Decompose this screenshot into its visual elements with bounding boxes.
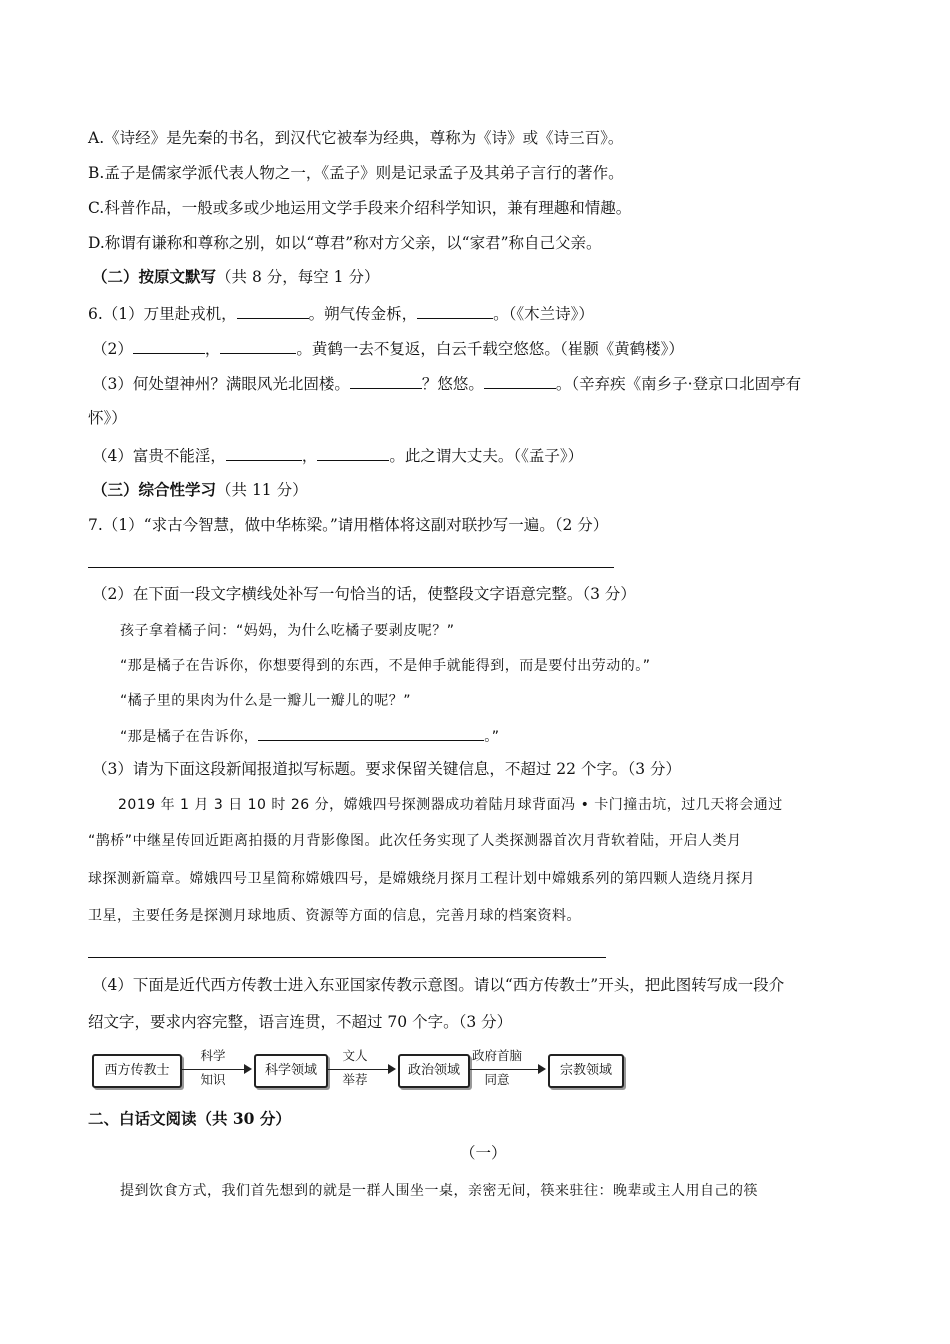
answer-blank[interactable] (258, 724, 484, 741)
answer-line-7-1[interactable] (88, 567, 614, 568)
answer-blank[interactable] (220, 337, 296, 354)
arrow (328, 1069, 388, 1070)
question-7-4: （4）下面是近代西方传教士进入东亚国家传教示意图。请以“西方传教士”开头，把此图转写成一段介 (92, 976, 785, 994)
question-7-4-cont: 绍文字，要求内容完整，语言连贯，不超过 70 个字。（3 分） (88, 1013, 513, 1031)
arrow-label-bottom: 举荐 (342, 1072, 368, 1087)
news-line-2: “鹊桥”中继星传回近距离拍摄的月背影像图。此次任务实现了人类探测器首次月背软着陆，开启人类月 (88, 833, 742, 849)
question-7-3: （3）请为下面这段新闻报道拟写标题。要求保留关键信息，不超过 22 个字。（3 分） (92, 760, 681, 778)
question-7-2: （2）在下面一段文字横线处补写一句恰当的话，使整段文字语意完整。（3 分） (92, 585, 636, 603)
option-b: B.孟子是儒家学派代表人物之一，《孟子》则是记录孟子及其弟子言行的著作。 (88, 164, 624, 182)
answer-blank[interactable] (317, 444, 389, 461)
section-heading-comprehensive: （三）综合性学习（共 11 分） (92, 480, 308, 499)
answer-blank[interactable] (484, 372, 556, 389)
part2-subheading: （一） (460, 1144, 507, 1162)
question-6-3-cont: 怀》） (88, 409, 127, 427)
question-6-3: （3）何处望神州？满眼风光北固楼。 ？悠悠。 。（辛弃疾《南乡子·登京口北固亭有 (92, 372, 801, 395)
question-6-1: 6.（1）万里赴戎机， 。朔气传金柝， 。（《木兰诗》） (88, 302, 594, 325)
answer-blank[interactable] (226, 444, 302, 461)
arrow-label-top: 政府首脑 (471, 1048, 522, 1063)
arrow (470, 1069, 538, 1070)
option-a: A.《诗经》是先秦的书名，到汉代它被奉为经典，尊称为《诗》或《诗三百》。 (88, 129, 624, 147)
dialog-line-2: “那是橘子在告诉你，你想要得到的东西，不是伸手就能得到，而是要付出劳动的。” (120, 658, 651, 674)
dialog-line-3: “橘子里的果肉为什么是一瓣儿一瓣儿的呢？” (120, 693, 412, 709)
question-7-1: 7.（1）“求古今智慧，做中华栋梁。”请用楷体将这副对联抄写一遍。（2 分） (88, 516, 609, 534)
part2-heading: 二、白话文阅读（共 30 分） (88, 1109, 291, 1128)
arrow-head (538, 1064, 546, 1074)
arrow-label-bottom: 同意 (484, 1072, 510, 1087)
box-missionary: 西方传教士 (92, 1054, 182, 1088)
answer-blank[interactable] (237, 302, 309, 319)
question-6-2: （2） ， 。黄鹤一去不复返，白云千载空悠悠。（崔颢《黄鹤楼》） (92, 337, 684, 360)
answer-blank[interactable] (350, 372, 422, 389)
question-6-4: （4）富贵不能淫， ， 。此之谓大丈夫。（《孟子》） (92, 444, 583, 467)
answer-blank[interactable] (133, 337, 205, 354)
answer-line-7-3[interactable] (88, 957, 606, 958)
news-line-4: 卫星，主要任务是探测月球地质、资源等方面的信息，完善月球的档案资料。 (88, 908, 581, 924)
dialog-line-1: 孩子拿着橘子问：“妈妈，为什么吃橘子要剥皮呢？” (120, 623, 455, 639)
arrow-label-top: 科学 (200, 1048, 226, 1063)
missionary-flow-diagram (92, 1046, 632, 1094)
reading-paragraph: 提到饮食方式，我们首先想到的就是一群人围坐一桌，亲密无间，筷来驻往：晚辈或主人用自己的筷 (120, 1183, 758, 1199)
arrow-label-top: 文人 (342, 1048, 368, 1063)
answer-blank[interactable] (417, 302, 493, 319)
dialog-line-4: “那是橘子在告诉你， 。” (120, 724, 500, 748)
box-religion: 宗教领域 (548, 1054, 624, 1088)
box-science: 科学领域 (254, 1054, 328, 1088)
box-politics: 政治领域 (398, 1054, 470, 1088)
news-line-1: 2019 年 1 月 3 日 10 时 26 分，嫦娥四号探测器成功着陆月球背面冯 • 卡门撞击坑，过几天将会通过 (118, 797, 783, 813)
option-d: D.称谓有谦称和尊称之别，如以“尊君”称对方父亲，以“家君”称自己父亲。 (88, 234, 602, 252)
news-line-3: 球探测新篇章。嫦娥四号卫星简称嫦娥四号，是嫦娥绕月探月工程计划中嫦娥系列的第四颗人造绕月探月 (88, 871, 755, 887)
section-heading-recitation: （二）按原文默写（共 8 分，每空 1 分） (92, 267, 380, 286)
arrow-label-bottom: 知识 (200, 1072, 226, 1087)
arrow (182, 1069, 244, 1070)
option-c: C.科普作品，一般或多或少地运用文学手段来介绍科学知识，兼有理趣和情趣。 (88, 199, 632, 217)
